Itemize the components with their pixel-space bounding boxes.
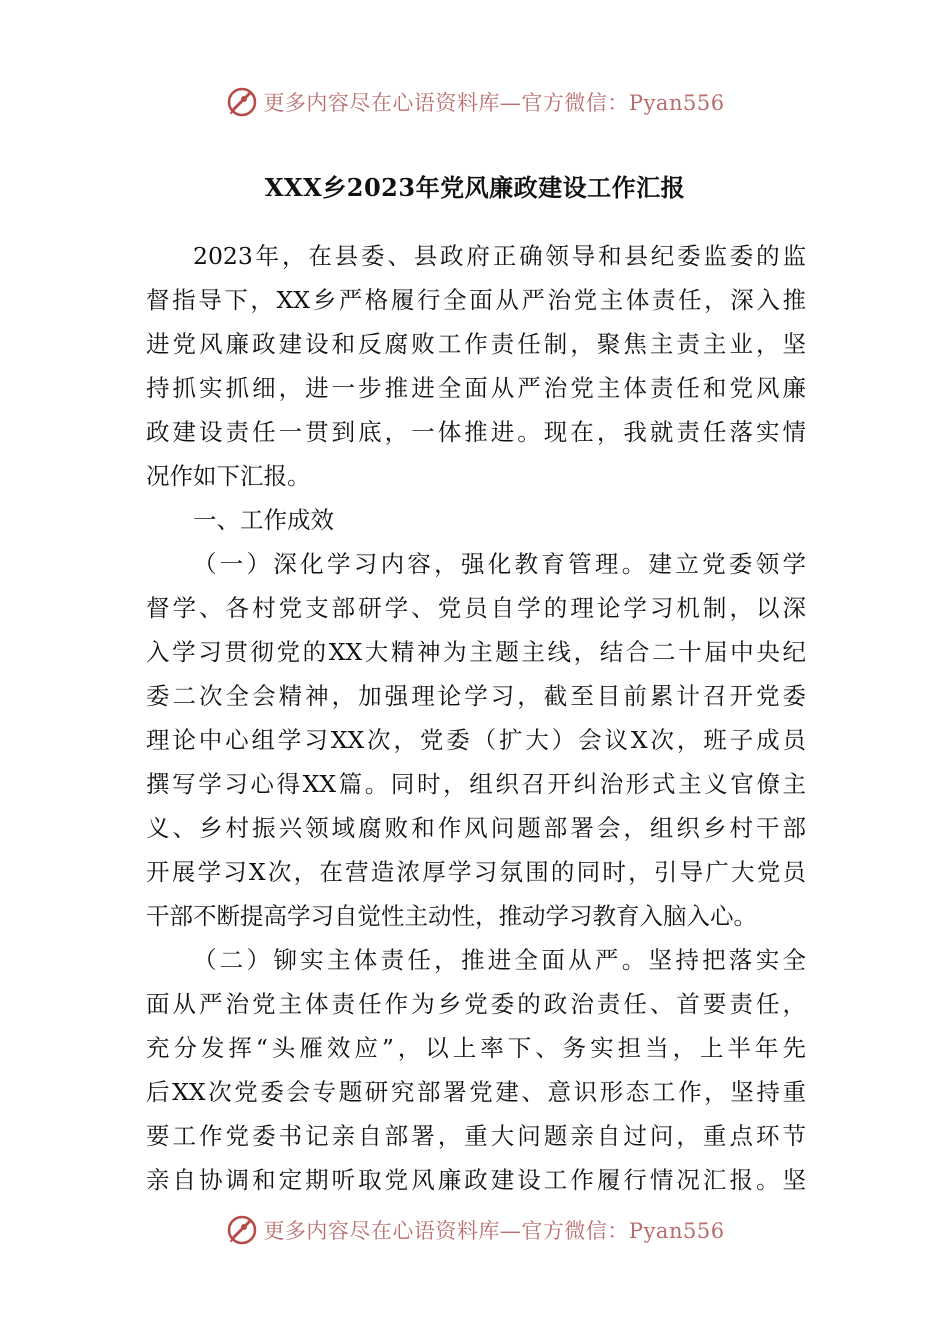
heading-line: 一、工作成效 (193, 506, 334, 534)
paragraph-intro (146, 234, 806, 498)
text-line: 委二次全会精神，加强理论学习，截至目前累计召开党委 (146, 682, 806, 710)
text-line: （二）铆实主体责任，推进全面从严。坚持把落实全 (193, 946, 806, 974)
text-line: 2023年，在县委、县政府正确领导和县纪委监委的监 (193, 242, 806, 270)
text-line: 督学、各村党支部研学、党员自学的理论学习机制，以深 (146, 594, 806, 622)
document-body (146, 234, 806, 1202)
text-line: 进党风廉政建设和反腐败工作责任制，聚焦主责主业，坚 (146, 330, 806, 358)
watermark-text: 更多内容尽在心语资料库—官方微信：Pyan556 (263, 91, 725, 115)
watermark-banner-top (0, 82, 950, 122)
paragraph-study (146, 542, 806, 938)
watermark-text: 更多内容尽在心语资料库—官方微信：Pyan556 (263, 1219, 725, 1243)
text-line: 要工作党委书记亲自部署，重大问题亲自过问，重点环节 (146, 1122, 806, 1150)
text-line: （一）深化学习内容，强化教育管理。建立党委领学 (193, 550, 806, 578)
text-line: 政建设责任一贯到底，一体推进。现在，我就责任落实情 (146, 418, 806, 446)
section-heading (146, 498, 806, 542)
paragraph-responsibility (146, 938, 806, 1202)
text-line: 后XX次党委会专题研究部署党建、意识形态工作，坚持重 (146, 1078, 806, 1106)
text-line: 持抓实抓细，进一步推进全面从严治党主体责任和党风廉 (146, 374, 806, 402)
text-line: 充分发挥“头雁效应”，以上率下、务实担当，上半年先 (146, 1034, 806, 1062)
document-title: XXX乡2023年党风廉政建设工作汇报 (264, 173, 686, 202)
watermark-banner-bottom (0, 1210, 950, 1250)
text-line: 撰写学习心得XX篇。同时，组织召开纠治形式主义官僚主 (146, 770, 806, 798)
text-line: 干部不断提高学习自觉性主动性，推动学习教育入脑入心。 (146, 902, 757, 930)
logo-icon (225, 85, 259, 119)
text-line: 督指导下，XX乡严格履行全面从严治党主体责任，深入推 (146, 286, 806, 314)
text-line: 理论中心组学习XX次，党委（扩大）会议X次，班子成员 (146, 726, 806, 754)
text-line: 面从严治党主体责任作为乡党委的政治责任、首要责任， (146, 990, 806, 1018)
text-line: 亲自协调和定期听取党风廉政建设工作履行情况汇报。坚 (146, 1166, 806, 1194)
text-line: 况作如下汇报。 (146, 462, 311, 490)
text-line: 义、乡村振兴领域腐败和作风问题部署会，组织乡村干部 (146, 814, 806, 842)
text-line: 入学习贯彻党的XX大精神为主题主线，结合二十届中央纪 (146, 638, 806, 666)
text-line: 开展学习X次，在营造浓厚学习氛围的同时，引导广大党员 (146, 858, 806, 886)
logo-icon (225, 1213, 259, 1247)
